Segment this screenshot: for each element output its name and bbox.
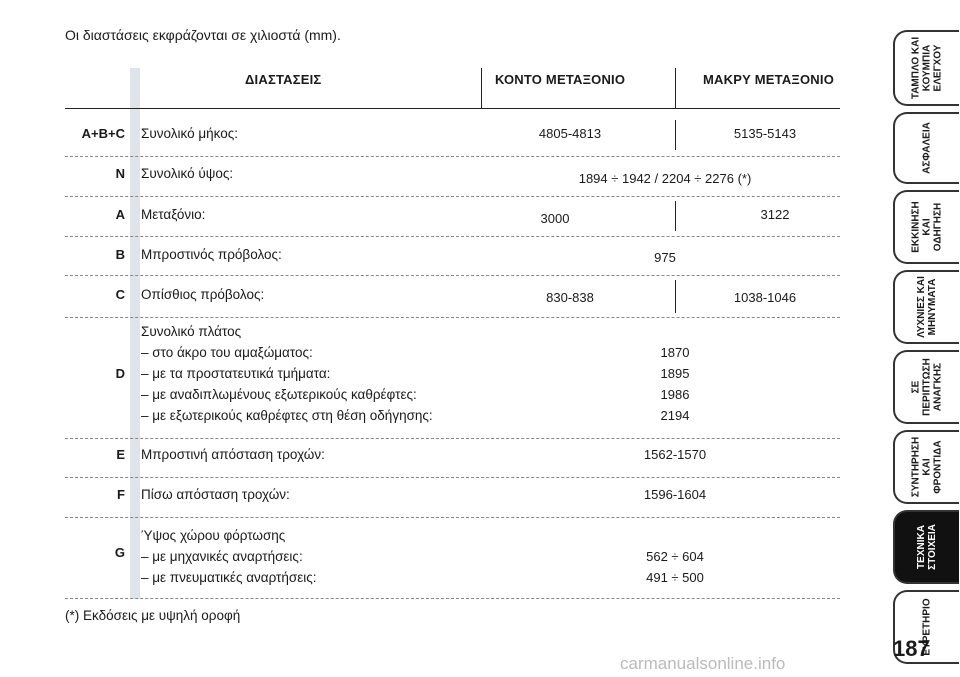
value-line: 1986: [660, 387, 690, 402]
value-line: 2194: [660, 408, 690, 423]
code-column-shading: [130, 68, 140, 599]
row-label: Οπίσθιος πρόβολος:: [141, 287, 265, 302]
row-separator: [65, 156, 840, 157]
shared-value: 975: [654, 250, 676, 265]
tab-label: ΕΚΚΙΝΗΣΗ ΚΑΙ ΟΔΗΓΗΣΗ: [910, 201, 944, 253]
value-group: [625, 546, 725, 588]
row-label: Μπροστινός πρόβολος:: [141, 247, 282, 262]
label-line: – στο άκρο του αμαξώματος:: [141, 345, 313, 360]
row-label: Μπροστινή απόσταση τροχών:: [141, 447, 325, 462]
row-separator: [65, 196, 840, 197]
tab-label: ΑΣΦΑΛΕΙΑ: [921, 122, 933, 174]
row-label: Μεταξόνιο:: [141, 207, 206, 222]
tab-lights-messages[interactable]: [893, 270, 959, 344]
header-short-wheelbase: ΚΟΝΤΟ ΜΕΤΑΞΟΝΙΟ: [495, 72, 626, 87]
row-code: E: [116, 447, 125, 462]
header-divider-1: [481, 68, 482, 108]
footnote: (*) Εκδόσεις με υψηλή οροφή: [65, 608, 241, 623]
row-separator: [65, 317, 840, 318]
tab-label: ΕΥΡΕΤΗΡΙΟ: [921, 598, 933, 656]
tab-maintenance[interactable]: [893, 430, 959, 504]
row-code: A: [115, 207, 125, 222]
tab-starting-driving[interactable]: [893, 190, 959, 264]
row-code: C: [115, 287, 125, 302]
row-code: A+B+C: [81, 126, 125, 141]
row-code: F: [117, 487, 125, 502]
label-line: – με μηχανικές αναρτήσεις:: [141, 549, 303, 564]
row-separator: [65, 236, 840, 237]
label-line: – με εξωτερικούς καθρέφτες στη θέση οδήγησης:: [141, 408, 433, 423]
label-line: Ύψος χώρου φόρτωσης: [141, 528, 286, 543]
short-value: 4805-4813: [538, 126, 602, 141]
tab-label: ΛΥΧΝΙΕΣ ΚΑΙ ΜΗΝΥΜΑΤΑ: [916, 276, 938, 338]
row-separator: [65, 438, 840, 439]
row-code: N: [115, 166, 125, 181]
tab-label: ΤΑΜΠΛΟ ΚΑΙ ΚΟΥΜΠΙΑ ΕΛΕΓΧΟΥ: [910, 36, 944, 100]
row-code: B: [115, 247, 125, 262]
tab-safety[interactable]: [893, 112, 959, 184]
row-separator: [65, 598, 840, 599]
tab-emergency[interactable]: [893, 350, 959, 424]
label-line: – με αναδιπλωμένους εξωτερικούς καθρέφτες:: [141, 387, 417, 402]
tab-dashboard-controls[interactable]: [893, 30, 959, 106]
shared-value: 1562-1570: [643, 447, 707, 462]
label-line: – με πνευματικές αναρτήσεις:: [141, 570, 317, 585]
tab-label: ΣΕ ΠΕΡΙΠΤΩΣΗ ΑΝΑΓΚΗΣ: [910, 358, 944, 416]
row-separator: [65, 275, 840, 276]
value-group: [635, 342, 715, 426]
row-separator: [65, 477, 840, 478]
row-code: G: [114, 545, 125, 560]
label-line: – με τα προστατευτικά τμήματα:: [141, 366, 331, 381]
dimensions-table: [65, 68, 840, 599]
row-code: D: [115, 366, 125, 381]
value-line: 1870: [660, 345, 690, 360]
tab-label: ΣΥΝΤΗΡΗΣΗ ΚΑΙ ΦΡΟΝΤΙΔΑ: [910, 436, 944, 498]
value-line: 562 ÷ 604: [646, 549, 704, 564]
label-line: Συνολικό πλάτος: [141, 324, 242, 339]
intro-text: Οι διαστάσεις εκφράζονται σε χιλιοστά (mm).: [65, 27, 341, 43]
tab-label: ΤΕΧΝΙΚΑ ΣΤΟΙΧΕΙΑ: [916, 524, 938, 570]
watermark: carmanualsonline.info: [620, 654, 786, 673]
row-label: Πίσω απόσταση τροχών:: [141, 487, 290, 502]
header-divider-2: [675, 68, 676, 108]
long-value: 5135-5143: [733, 126, 797, 141]
long-value: 3122: [760, 207, 790, 222]
long-value: 1038-1046: [733, 290, 797, 305]
row-label: Συνολικό μήκος:: [141, 126, 238, 141]
value-line: 1895: [660, 366, 690, 381]
header-long-wheelbase: ΜΑΚΡΥ ΜΕΤΑΞΟΝΙΟ: [703, 72, 835, 87]
tab-technical-data[interactable]: [893, 510, 959, 584]
value-line: 491 ÷ 500: [646, 570, 704, 585]
value-divider: [675, 280, 676, 313]
page-number: 187: [893, 636, 930, 661]
value-divider: [675, 201, 676, 231]
shared-value: 1894 ÷ 1942 / 2204 ÷ 2276 (*): [578, 171, 752, 186]
header-rule: [65, 108, 840, 109]
shared-value: 1596-1604: [643, 487, 707, 502]
value-divider: [675, 120, 676, 150]
row-label: Συνολικό ύψος:: [141, 166, 234, 181]
row-label-group: [141, 525, 317, 588]
header-dimensions: ΔΙΑΣΤΑΣΕΙΣ: [245, 72, 322, 87]
row-separator: [65, 517, 840, 518]
short-value: 830-838: [546, 290, 594, 305]
short-value: 3000: [540, 211, 570, 226]
row-label-group: [141, 321, 433, 426]
